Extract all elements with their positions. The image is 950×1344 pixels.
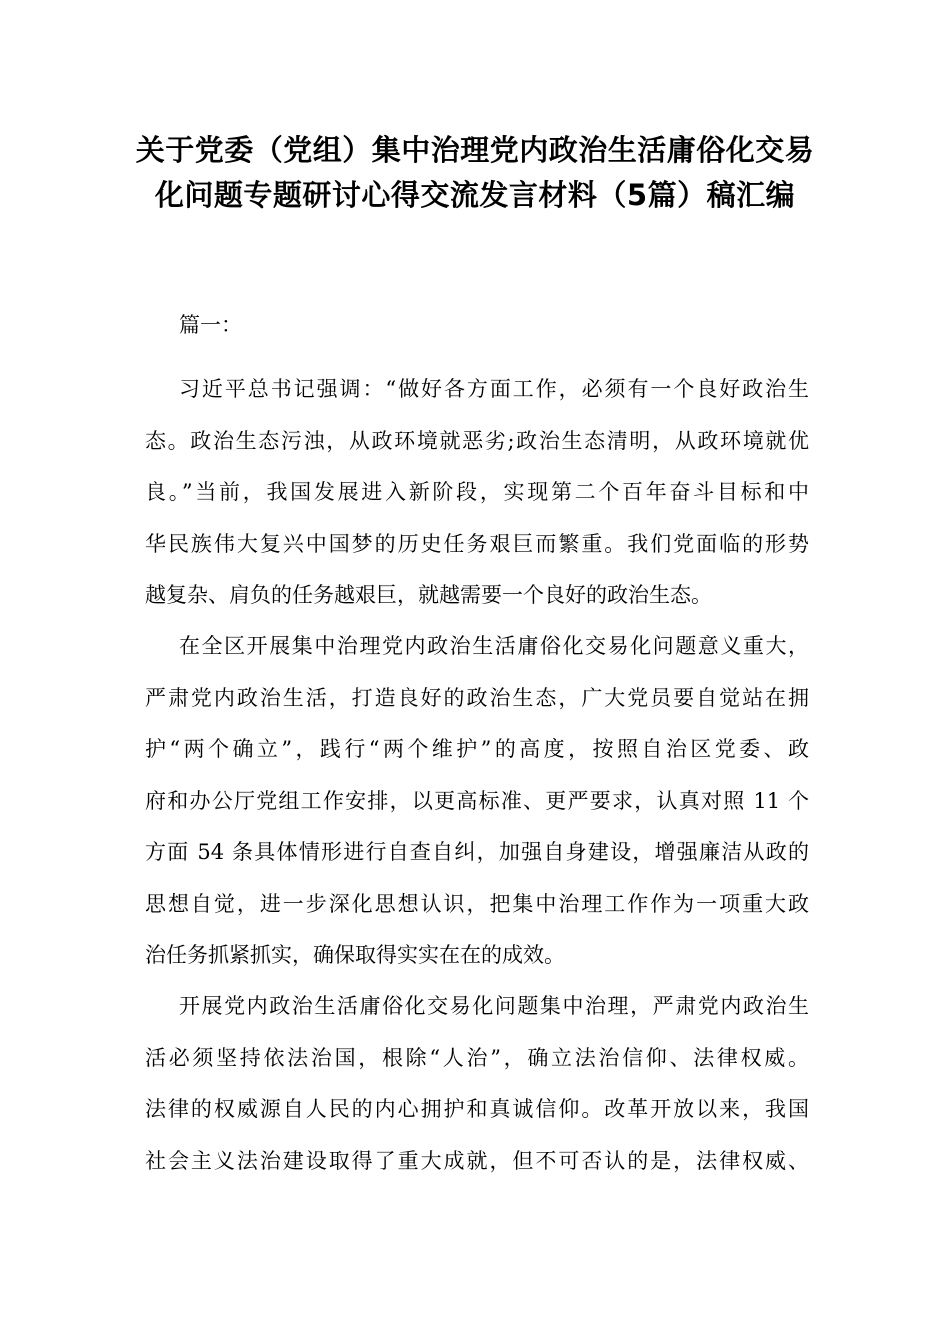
paragraph-2 (145, 621, 809, 982)
paragraph-line: 护“两个确立”，践行“两个维护”的高度，按照自治区党委、政 (145, 737, 809, 761)
title-line: 化问题专题研讨心得交流发言材料（5篇）稿汇编 (154, 178, 796, 212)
paragraph-line: 态。政治生态污浊，从政环境就恶劣;政治生态清明，从政环境就优 (145, 428, 809, 453)
paragraph-line: 良。”当前，我国发展进入新阶段，实现第二个百年奋斗目标和中 (145, 480, 809, 504)
paragraph-line: 越复杂、肩负的任务越艰巨，就越需要一个良好的政治生态。 (145, 583, 712, 607)
paragraph-line: 法律的权威源自人民的内心拥护和真诚信仰。改革开放以来，我国 (145, 1097, 809, 1121)
paragraph-line: 习近平总书记强调：“做好各方面工作，必须有一个良好政治生 (179, 377, 809, 401)
paragraph-line: 在全区开展集中治理党内政治生活庸俗化交易化问题意义重大， (179, 634, 809, 658)
paragraph-line: 严肃党内政治生活，打造良好的政治生态，广大党员要自觉站在拥 (145, 685, 809, 710)
paragraph-line: 社会主义法治建设取得了重大成就，但不可否认的是，法律权威、 (145, 1148, 809, 1173)
title-line: 关于党委（党组）集中治理党内政治生活庸俗化交易 (135, 133, 815, 167)
document-title (120, 128, 830, 218)
paragraph-line: 思想自觉，进一步深化思想认识，把集中治理工作作为一项重大政 (145, 891, 809, 916)
paragraph-line: 治任务抓紧抓实，确保取得实实在在的成效。 (145, 943, 565, 967)
section-label: 篇一： (179, 313, 242, 337)
paragraph-3 (145, 981, 809, 1187)
paragraph-line: 府和办公厅党组工作安排，以更高标准、更严要求，认真对照 11 个 (145, 788, 809, 813)
paragraph-line: 方面 54 条具体情形进行自查自纠，加强自身建设，增强廉洁从政的 (145, 840, 809, 864)
paragraph-line: 开展党内政治生活庸俗化交易化问题集中治理，严肃党内政治生 (179, 994, 809, 1018)
paragraph-line: 活必须坚持依法治国，根除“人治”，确立法治信仰、法律权威。 (145, 1045, 809, 1070)
paragraph-line: 华民族伟大复兴中国梦的历史任务艰巨而繁重。我们党面临的形势 (145, 531, 809, 556)
paragraph-1 (145, 364, 809, 622)
